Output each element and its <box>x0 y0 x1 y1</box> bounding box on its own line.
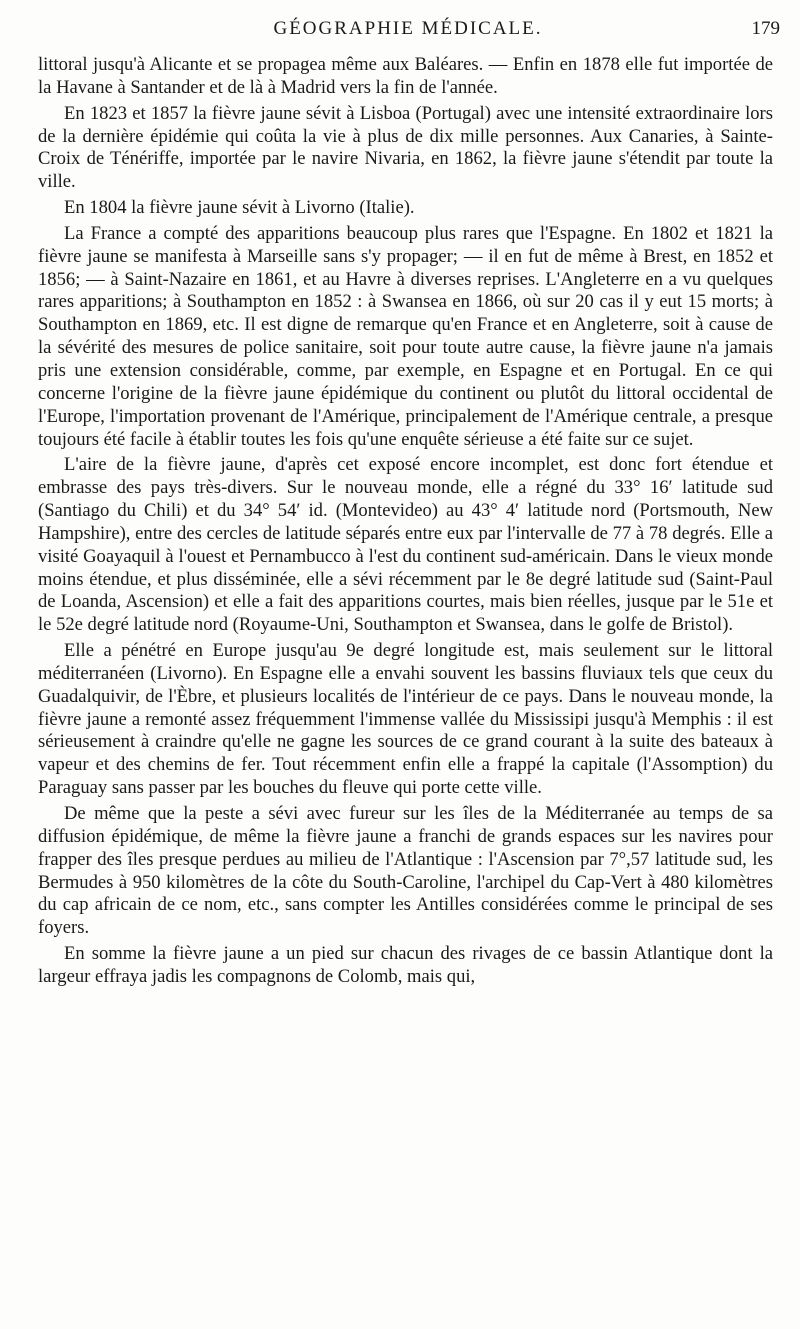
paragraph-iles-atlantique: De même que la peste a sévi avec fureur sur les îles de la Méditerranée au temps de sa diffusion épidémique, de même la fièvre jaune a franchi de grands espaces sur les navires pour frapper des îles presque perdues au milieu de l'Atlantique : l'Ascension par 7°,57 latitude sud, les Bermudes à 950 kilomètres de la côte du South-Caroline, l'archipel du Cap-Vert à 480 kilomètres du cap africain de ce nom, etc., sans compter les Antilles considérées comme le principal de ses foyers. <box>38 803 773 939</box>
paragraph-lisboa-canaries: En 1823 et 1857 la fièvre jaune sévit à Lisboa (Portugal) avec une intensité extraordinaire lors de la dernière épidémie qui coûta la vie à plus de dix mille personnes. Aux Canaries, à Sainte-Croix de Ténériffe, importée par le navire Nivaria, en 1862, la fièvre jaune s'étendit par toute la ville. <box>38 102 773 193</box>
page-number: 179 <box>751 18 780 39</box>
running-title: GÉOGRAPHIE MÉDICALE. <box>273 18 543 39</box>
paragraph-continued: littoral jusqu'à Alicante et se propagea même aux Baléares. — Enfin en 1878 elle fut importée de la Havane à Santander et de là à Madrid vers la fin de l'année. <box>38 54 773 98</box>
running-head <box>36 14 780 44</box>
paragraph-europe-penetration: Elle a pénétré en Europe jusqu'au 9e degré longitude est, mais seulement sur le littoral méditerranéen (Livorno). En Espagne elle a envahi souvent les bassins fluviaux tels que ceux du Guadalquivir, de l'Èbre, et plusieurs localités de l'intérieur de ce pays. Dans le nouveau monde, la fièvre jaune a remonté assez fréquemment l'immense vallée du Mississipi jusqu'à Memphis : il est sérieusement à craindre qu'elle ne gagne les sources de ce grand courant à la suite des bateaux à vapeur et des chemins de fer. Tout récemment enfin elle a frappé la capitale (l'Assomption) du Paraguay sans passer par les bouches du fleuve qui porte cette ville. <box>38 640 773 799</box>
paragraph-en-somme: En somme la fièvre jaune a un pied sur chacun des rivages de ce bassin Atlantique dont la largeur effraya jadis les compagnons de Colomb, mais qui, <box>38 943 773 987</box>
paragraph-livorno: En 1804 la fièvre jaune sévit à Livorno (Italie). <box>64 197 415 219</box>
paragraph-aire-fievre-jaune: L'aire de la fièvre jaune, d'après cet exposé encore incomplet, est donc fort étendue et embrasse des pays très-divers. Sur le nouveau monde, elle a régné du 33° 16′ latitude sud (Santiago du Chili) et du 34° 54′ id. (Montevideo) au 43° 4′ latitude nord (Portsmouth, New Hampshire), entre des cercles de latitude séparés entre eux par l'intervalle de 77 à 78 degrés. Elle a visité Goayaquil à l'ouest et Pernambucco à l'est du continent sud-américain. Dans le vieux monde moins étendue, et plus disséminée, elle a sévi récemment par le 8e degré latitude sud (Saint-Paul de Loanda, Ascension) et elle a fait des apparitions courtes, mais bien réelles, jusque par le 51e et le 52e degré latitude nord (Royaume-Uni, Southampton et Swansea, dans le golfe de Bristol). <box>38 454 773 636</box>
body-text <box>38 54 773 989</box>
paragraph-france-angleterre: La France a compté des apparitions beaucoup plus rares que l'Espagne. En 1802 et 1821 la fièvre jaune se manifesta à Marseille sans s'y propager; — il en fut de même à Brest, en 1852 et 1856; — à Saint-Nazaire en 1861, et au Havre à diverses reprises. L'Angleterre en a vu quelques rares apparitions; à Southampton en 1852 : à Swansea en 1866, où sur 20 cas il y eut 15 morts; à Southampton en 1869, etc. Il est digne de remarque qu'en France et en Angleterre, soit à cause de la sévérité des mesures de police sanitaire, soit pour toute autre cause, la fièvre jaune n'a jamais pris une extension considérable, comme, par exemple, en Espagne et en Portugal. En ce qui concerne l'origine de la fièvre jaune épidémique du continent ou plutôt du littoral occidental de l'Europe, l'importation provenant de l'Amérique, principalement de l'Amérique centrale, a presque toujours été facile à établir toutes les fois qu'une enquête sérieuse a été faite sur ce sujet. <box>38 222 773 450</box>
